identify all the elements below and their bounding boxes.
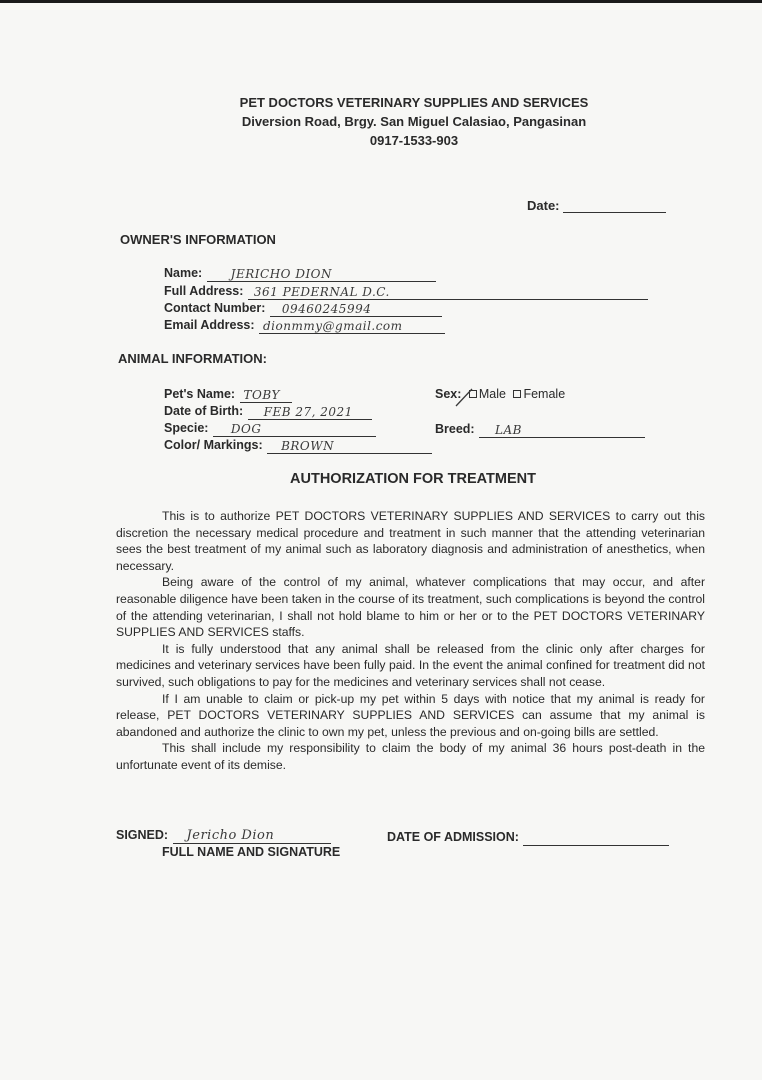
animal-section-title: ANIMAL INFORMATION: xyxy=(118,351,267,366)
authorization-body xyxy=(116,508,705,774)
signature-value: Jericho Dion xyxy=(186,828,275,843)
authorization-title: AUTHORIZATION FOR TREATMENT xyxy=(290,471,536,487)
pet-name-row xyxy=(164,385,292,403)
owner-section-title: OWNER'S INFORMATION xyxy=(120,232,276,247)
authorization-paragraph: If I am unable to claim or pick-up my pet within 5 days with notice that my animal is ready for release, PET DOCTORS VETERINARY SUPPLIES AND SERVICES can assume that my animal is abandoned and authorize the clinic to own my pet, unless the previous and on-going bills are settled. xyxy=(116,691,705,739)
owner-contact-row xyxy=(164,299,442,317)
owner-address-label: Full Address: xyxy=(164,284,244,298)
authorization-paragraph: It is fully understood that any animal shall be released from the clinic only after charges for medicines and veterinary services have been fully paid. In the event the animal confined for treatment did not survived, such obligations to pay for the medicines and veterinary services shall not cease. xyxy=(116,641,705,689)
specie-label: Specie: xyxy=(164,421,209,435)
admission-row xyxy=(387,828,669,846)
male-option-label: Male xyxy=(478,387,506,401)
color-value: BROWN xyxy=(281,439,335,453)
business-phone: 0917-1533-903 xyxy=(369,133,459,148)
pet-name-label: Pet's Name: xyxy=(164,387,236,401)
date-field xyxy=(527,198,666,213)
breed-label: Breed: xyxy=(435,422,475,436)
owner-name-row xyxy=(164,264,436,282)
specie-row xyxy=(164,419,376,437)
sex-label: Sex: xyxy=(435,387,462,401)
breed-row xyxy=(435,420,645,438)
authorization-paragraph: Being aware of the control of my animal, whatever complications that may occur, and after reasonable diligence have been taken in the course of its treatment, such complications is beyond the control of the attending veterinarian, I shall not hold blame to him or her or to the PET DOCTORS VETERINARY SUPPLIES AND SERVICES staffs. xyxy=(116,575,705,640)
dob-field[interactable] xyxy=(248,405,372,420)
owner-email-row xyxy=(164,316,445,334)
signature-field[interactable] xyxy=(173,829,331,844)
owner-email-value: dionmmy@gmail.com xyxy=(263,319,403,333)
specie-field[interactable] xyxy=(213,422,376,437)
signed-row xyxy=(116,826,331,844)
date-input[interactable] xyxy=(563,198,666,213)
business-address: Diversion Road, Brgy. San Miguel Calasiao, Pangasinan xyxy=(241,114,587,129)
owner-address-field[interactable] xyxy=(248,285,648,300)
pet-name-value: TOBY xyxy=(243,388,280,402)
admission-date-field[interactable] xyxy=(523,831,669,846)
owner-address-row xyxy=(164,282,648,300)
female-option-label: Female xyxy=(523,387,566,401)
owner-name-field[interactable] xyxy=(207,267,436,282)
owner-contact-value: 09460245994 xyxy=(281,302,372,316)
breed-field[interactable] xyxy=(479,423,645,438)
owner-email-field[interactable] xyxy=(259,319,445,334)
color-row xyxy=(164,436,432,454)
date-label: Date: xyxy=(527,198,560,213)
admission-label: DATE OF ADMISSION: xyxy=(387,830,519,844)
signature-caption: FULL NAME AND SIGNATURE xyxy=(162,845,341,859)
dob-label: Date of Birth: xyxy=(164,404,244,418)
authorization-paragraph: This shall include my responsibility to claim the body of my animal 36 hours post-death in the unfortunate event of its demise. xyxy=(116,741,705,772)
dob-row xyxy=(164,402,372,420)
pet-name-field[interactable] xyxy=(240,388,292,403)
owner-name-value: JERICHO DION xyxy=(230,267,333,281)
specie-value: DOG xyxy=(230,422,262,436)
letterhead xyxy=(0,93,762,150)
male-check-mark xyxy=(454,386,476,408)
business-name: PET DOCTORS VETERINARY SUPPLIES AND SERVICES xyxy=(239,95,589,110)
dob-value: FEB 27, 2021 xyxy=(263,405,353,419)
owner-contact-label: Contact Number: xyxy=(164,301,266,315)
owner-email-label: Email Address: xyxy=(164,318,255,332)
breed-value: LAB xyxy=(495,423,522,437)
owner-address-value: 361 PEDERNAL D.C. xyxy=(253,285,390,299)
color-field[interactable] xyxy=(267,439,432,454)
page-top-edge xyxy=(0,0,762,3)
authorization-paragraph: This is to authorize PET DOCTORS VETERINARY SUPPLIES AND SERVICES to carry out this discretion the necessary medical procedure and treatment in such manner that the attending veterinarian sees the best treatment of my animal such as laboratory diagnosis and administration of anesthetics, when necessary. xyxy=(116,509,705,573)
owner-contact-field[interactable] xyxy=(270,302,442,317)
owner-name-label: Name: xyxy=(164,266,203,280)
color-label: Color/ Markings: xyxy=(164,438,263,452)
female-checkbox[interactable] xyxy=(513,390,521,398)
signed-label: SIGNED: xyxy=(116,828,169,842)
